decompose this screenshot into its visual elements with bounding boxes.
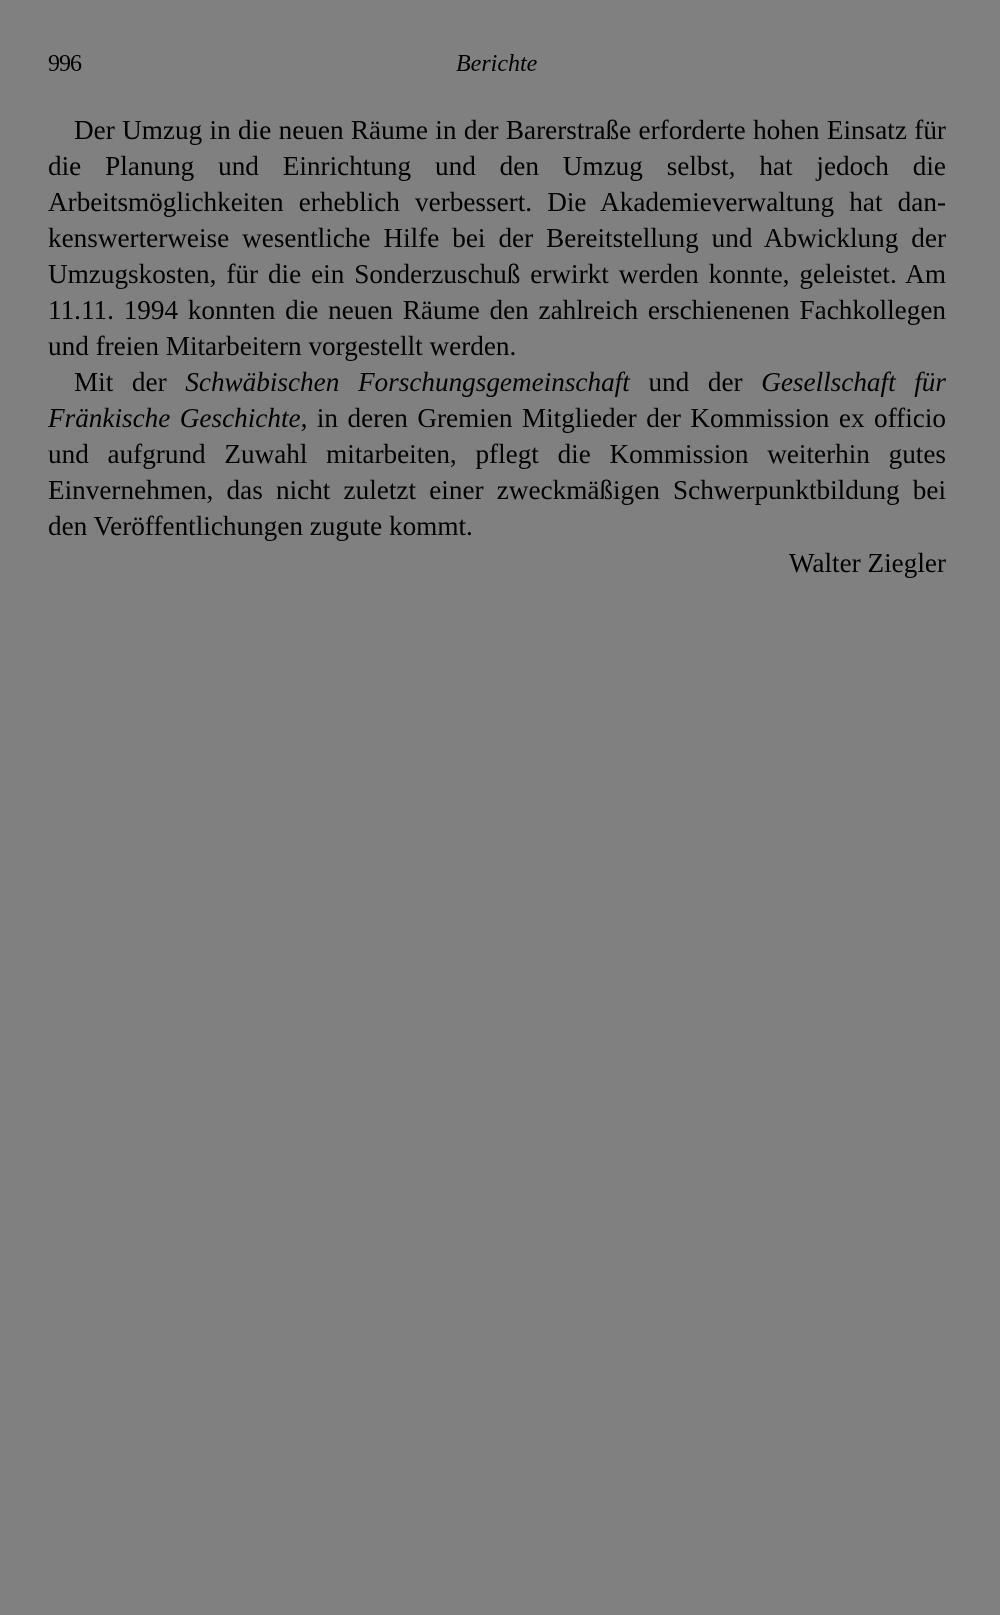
paragraph-2-text-3: , in deren Gremien Mitglieder der Kommission ex officio und aufgrund Zuwahl mitarbeiten, pflegt die Kommission weiterhin gutes Einvernehmen, das nicht zuletzt einer zweckmäßigen Schwerpunktbildung bei den Veröffentlichungen zugute kommt. <box>48 403 946 541</box>
running-head: Berichte <box>456 51 538 77</box>
report-body <box>48 112 946 544</box>
paragraph-2 <box>48 364 946 544</box>
organization-name-1: Schwäbischen Forschungsgemeinschaft <box>185 367 630 397</box>
author-signature: Walter Ziegler <box>788 548 946 578</box>
paragraph-1: Der Umzug in die neuen Räume in der Barerstraße erforderte hohen Einsatz für die Planung und Einrichtung und den Umzug selbst, hat jedoch die Arbeitsmöglichkeiten erheblich verbessert. Die Akademieverwaltung hat dankenswerterweise wesentliche Hilfe bei der Bereitstellung und Abwicklung der Umzugskosten, für die ein Sonderzuschuß erwirkt werden konnte, geleistet. Am 11.11. 1994 konnten die neuen Räume den zahlreich erschienenen Fachkollegen und freien Mitarbeitern vorgestellt werden. <box>48 115 946 361</box>
page-header <box>48 44 946 84</box>
page-number: 996 <box>48 51 81 77</box>
paragraph-2-text-2: und der <box>629 367 762 397</box>
paragraph-2-text-1: Mit der <box>74 367 186 397</box>
organization-name-2: Gesellschaft für Fränkische Geschichte <box>48 367 946 433</box>
